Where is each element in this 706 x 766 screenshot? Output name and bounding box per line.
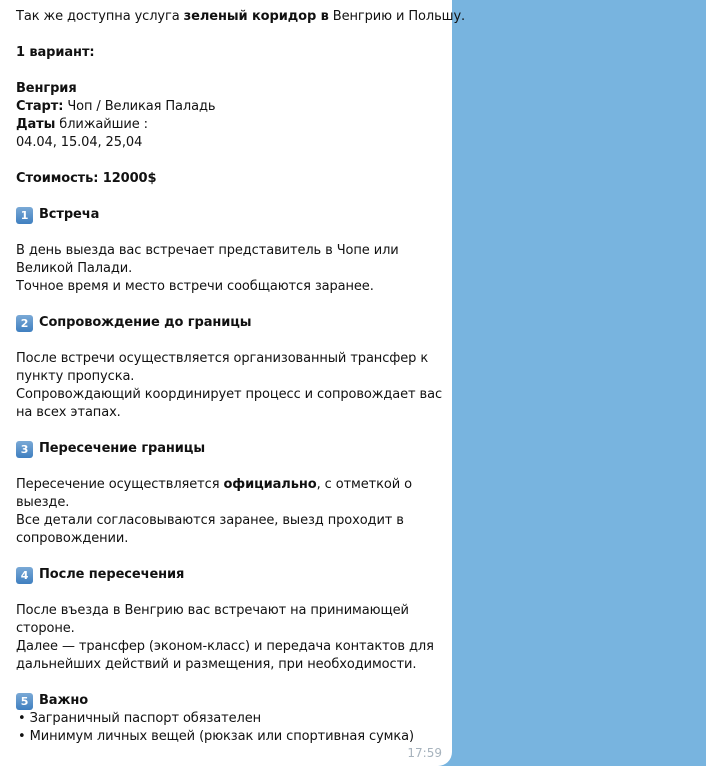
bullet-item: • Заграничный паспорт обязателен (18, 711, 261, 726)
dates-line: Даты ближайшие : (16, 117, 148, 132)
section-2-text: пункту пропуска. (16, 369, 135, 384)
message-timestamp: 17:59 (407, 746, 442, 760)
section-2-text: После встречи осуществляется организованный трансфер к (16, 351, 429, 366)
keycap-number-icon: 3 (16, 441, 33, 458)
section-1-text: Точное время и место встречи сообщаются заранее. (16, 279, 374, 294)
dates-value: 04.04, 15.04, 25,04 (16, 135, 143, 150)
section-1-heading: 1 Встреча (16, 206, 442, 224)
section-3-text: выезде. (16, 495, 70, 510)
keycap-number-icon: 4 (16, 567, 33, 584)
section-4-text: дальнейших действий и размещения, при необходимости. (16, 657, 417, 672)
start-line: Старт: Чоп / Великая Паладь (16, 99, 216, 114)
section-2-text: Сопровождающий координирует процесс и сопровождает вас (16, 387, 443, 402)
keycap-number-icon: 2 (16, 315, 33, 332)
section-3-text: Все детали согласовываются заранее, выезд проходит в (16, 513, 404, 528)
section-4-heading: 4 После пересечения (16, 566, 442, 584)
section-3-text: Пересечение осуществляется официально, с отметкой о (16, 477, 412, 492)
section-3-heading: 3 Пересечение границы (16, 440, 442, 458)
keycap-number-icon: 1 (16, 207, 33, 224)
message-text (16, 8, 466, 746)
section-2-heading: 2 Сопровождение до границы (16, 314, 442, 332)
keycap-number-icon: 5 (16, 693, 33, 710)
intro-line: Так же доступна услуга зеленый коридор в Венгрию и Польшу. (16, 9, 466, 24)
country-heading: Венгрия (16, 81, 77, 96)
variant-heading: 1 вариант: (16, 45, 95, 60)
section-4-text: стороне. (16, 621, 75, 636)
price-line: Стоимость: 12000$ (16, 171, 157, 186)
section-1-text: В день выезда вас встречает представитель в Чопе или (16, 243, 399, 258)
section-5-heading: 5 Важно (16, 692, 442, 710)
section-3-text: сопровождении. (16, 531, 129, 546)
section-1-text: Великой Палади. (16, 261, 133, 276)
bullet-item: • Минимум личных вещей (рюкзак или спортивная сумка) (18, 729, 414, 744)
section-4-text: После въезда в Венгрию вас встречают на принимающей (16, 603, 409, 618)
section-2-text: на всех этапах. (16, 405, 121, 420)
section-4-text: Далее — трансфер (эконом-класс) и передача контактов для (16, 639, 434, 654)
